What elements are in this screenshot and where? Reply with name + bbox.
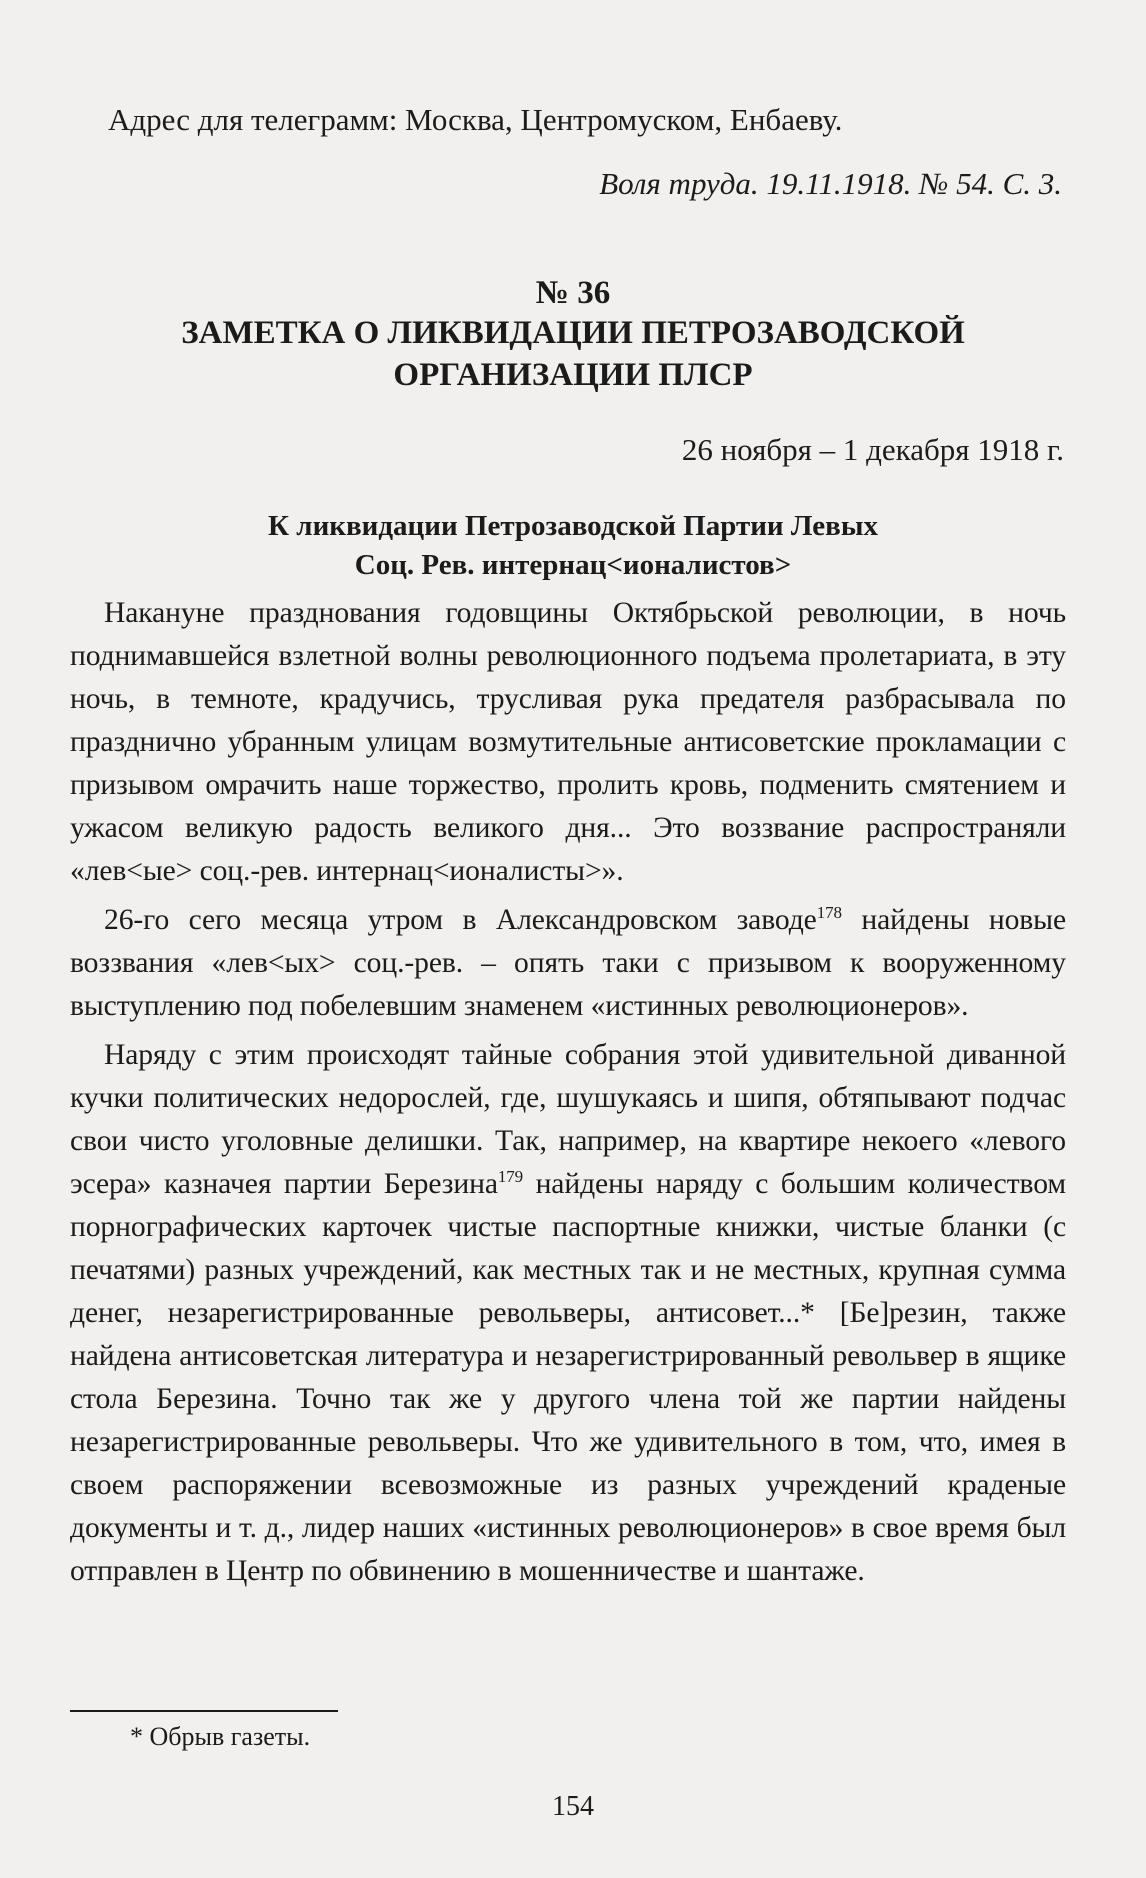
document-date: 26 ноября – 1 декабря 1918 г. (681, 432, 1064, 467)
paragraph-2 (70, 899, 1066, 1028)
article-heading-line-2: Соц. Рев. интернац<ионалистов> (354, 549, 792, 581)
telegram-address: Адрес для телеграмм: Москва, Центромуском, Енбаеву. (108, 102, 843, 137)
paragraph-3 (70, 1034, 1066, 1593)
footnote-divider (70, 1710, 338, 1712)
paragraph-1: Накануне празднования годовщины Октябрьской революции, в ночь поднимавшейся взлетной волны революционного подъема пролетариата, в эту ночь, в темноте, крадучись, трусливая рука предателя разбрасывала по празднично убранным улицам возмутительные антисоветские прокламации с призывом омрачить наше торжество, пролить кровь, подменить смятением и ужасом великую радость великого дня... Это воззвание распространяли «лев<ые> соц.-рев. интернац<ионалисты>». (70, 597, 1066, 887)
paragraph-2-text-a: 26-го сего месяца утром в Александровском заводе (104, 904, 817, 936)
page-number: 154 (552, 1791, 594, 1822)
endnote-ref-178: 178 (816, 903, 842, 923)
source-citation: Воля труда. 19.11.1918. № 54. С. 3. (599, 166, 1062, 201)
footnote: * Обрыв газеты. (130, 1722, 311, 1751)
article-heading (80, 507, 1066, 585)
paragraph-3-text-a: Наряду с этим происходят тайные собрания этой удивительной диванной кучки политических недорослей, где, шушукаясь и шипя, обтяпывают подчас свои чисто уголовные делишки. Так, например, на квартире некоего «левого эсера» казначея партии Березина (70, 1039, 1066, 1200)
article-heading-line-1: К ликвидации Петрозаводской Партии Левых (268, 510, 878, 542)
document-number: № 36 (535, 275, 611, 311)
document-title: ЗАМЕТКА О ЛИКВИДАЦИИ ПЕТРОЗАВОДСКОЙ ОРГАНИЗАЦИИ ПЛСР (181, 315, 965, 393)
article-body (70, 592, 1066, 1599)
paragraph-2-text-b: найдены новые воззвания «лев<ых> соц.-рев. – опять таки с призывом к вооруженному выступлению под побелевшим знаменем «истинных революционеров». (70, 904, 1066, 1022)
endnote-ref-179: 179 (497, 1167, 524, 1187)
paragraph-3-text-b: найдены наряду с большим количеством порнографических карточек чистые паспортные книжки, чистые бланки (с печатями) разных учреждений, как местных так и не местных, крупная сумма денег, незарегистрированные револьверы, антисовет...* [Бе]резин, также найдена антисоветская литература и незарегистрированный револьвер в ящике стола Березина. Точно так же у другого члена той же партии найдены незарегистрированные револьверы. Что же удивительного в том, что, имея в своем распоряжении всевозможные из разных учреждений краденые документы и т. д., лидер наших «истинных революционеров» в свое время был отправлен в Центр по обвинению в мошенничестве и шантаже. (70, 1168, 1066, 1587)
